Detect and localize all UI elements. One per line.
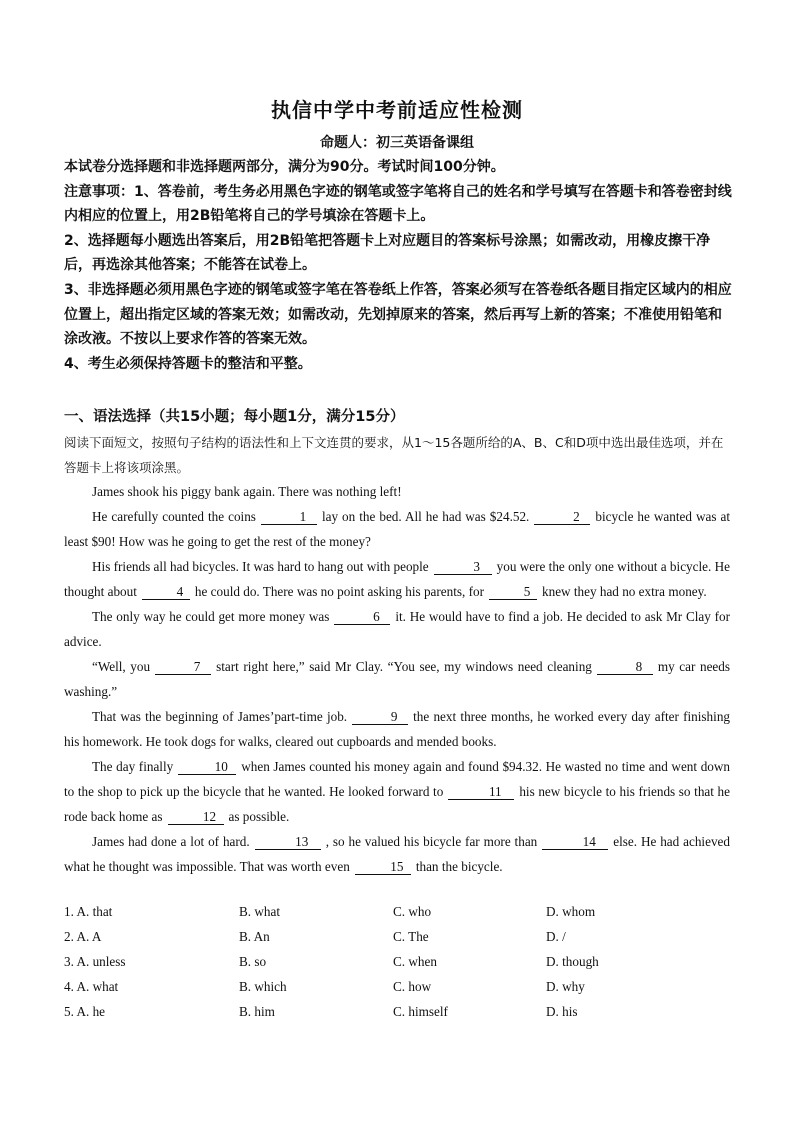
note-4: 4、考生必须保持答题卡的整洁和平整。 xyxy=(64,355,312,372)
section-title: 一、语法选择（共15小题；每小题1分，满分15分） xyxy=(64,409,405,425)
option-a: 1. A. that xyxy=(64,904,113,919)
note-paper-info: 本试卷分选择题和非选择题两部分，满分为90分。考试时间100分钟。 xyxy=(64,159,505,175)
exam-notes xyxy=(64,155,732,376)
passage-paragraph: “Well, you 7 start right here,” said Mr Clay. “You see, my windows need cleaning 8 my car needs washing.” xyxy=(64,659,730,699)
question-options-2 xyxy=(64,929,732,954)
answer-blank: 2 xyxy=(534,509,590,525)
question-options-1 xyxy=(64,904,732,929)
passage-paragraph: James had done a lot of hard. 13 , so he valued his bicycle far more than 14 else. He had achieved what he thought was impossible. That was worth even 15 than the bicycle. xyxy=(64,834,730,874)
option-d: D. whom xyxy=(546,904,596,919)
exam-title: 执信中学中考前适应性检测 xyxy=(271,98,523,122)
answer-blank: 4 xyxy=(142,584,190,600)
question-options-4 xyxy=(64,979,732,1004)
option-b: B. An xyxy=(239,929,270,944)
answer-blank: 13 xyxy=(255,834,321,850)
option-b: B. so xyxy=(239,954,267,969)
passage-paragraph: The day finally 10 when James counted his money again and found $94.32. He wasted no time and went down to the shop to pick up the bicycle that he wanted. He looked forward to 11 his new bicycle to his friends so that he rode back home as 12 as possible. xyxy=(64,759,731,824)
passage-paragraph: The only way he could get more money was 6 it. He would have to find a job. He decided to ask Mr Clay for advice. xyxy=(64,609,730,649)
answer-blank: 15 xyxy=(355,859,411,875)
answer-blank: 6 xyxy=(334,609,390,625)
passage-paragraph: James shook his piggy bank again. There was nothing left! xyxy=(92,484,402,499)
option-b: B. which xyxy=(239,979,287,994)
exam-setter: 命题人：初三英语备课组 xyxy=(320,135,474,151)
passage-paragraph: That was the beginning of James’part-time job. 9 the next three months, he worked every day after finishing his homework. He took dogs for walks, cleared out cupboards and mended books. xyxy=(64,709,731,749)
answer-blank: 11 xyxy=(448,784,514,800)
option-a: 5. A. he xyxy=(64,1004,106,1019)
option-a: 3. A. unless xyxy=(64,954,126,969)
note-3: 3、非选择题必须用黑色字迹的钢笔或签字笔在答卷纸上作答，答案必须写在答卷纸各题目指定区域内的相应位置上，超出指定区域的答案无效；如需改动，先划掉原来的答案，然后再写上新的答案；不准使用铅笔和涂改液。不按以上要求作答的答案无效。 xyxy=(64,281,732,348)
passage-paragraph: His friends all had bicycles. It was hard to hang out with people 3 you were the only one without a bicycle. He thought about 4 he could do. There was no point asking his parents, for 5 knew they had no extra money. xyxy=(64,559,730,599)
answer-blank: 5 xyxy=(489,584,537,600)
option-d: D. though xyxy=(546,954,599,969)
option-c: C. The xyxy=(393,929,429,944)
answer-blank: 8 xyxy=(597,659,653,675)
answer-blank: 3 xyxy=(434,559,492,575)
reading-passage xyxy=(64,479,730,879)
answer-blank: 14 xyxy=(542,834,608,850)
question-options-3 xyxy=(64,954,732,979)
option-d: D. / xyxy=(546,929,566,944)
option-a: 2. A. A xyxy=(64,929,102,944)
option-c: C. himself xyxy=(393,1004,448,1019)
answer-blank: 12 xyxy=(168,809,224,825)
option-c: C. when xyxy=(393,954,437,969)
question-options-5 xyxy=(64,1004,732,1029)
answer-blank: 9 xyxy=(352,709,408,725)
option-d: D. his xyxy=(546,1004,578,1019)
passage-paragraph: He carefully counted the coins 1 lay on the bed. All he had was $24.52. 2 bicycle he wanted was at least $90! How was he going to get the rest of the money? xyxy=(64,509,730,549)
answer-blank: 7 xyxy=(155,659,211,675)
option-c: C. who xyxy=(393,904,432,919)
option-d: D. why xyxy=(546,979,585,994)
answer-blank: 10 xyxy=(178,759,236,775)
option-b: B. what xyxy=(239,904,281,919)
section-instruction: 阅读下面短文，按照句子结构的语法性和上下文连贯的要求，从1～15各题所给的A、B、C和D项中选出最佳选项，并在答题卡上将该项涂黑。 xyxy=(64,435,724,475)
option-a: 4. A. what xyxy=(64,979,119,994)
note-1: 注意事项：1、答卷前，考生务必用黑色字迹的钢笔或签字笔将自己的姓名和学号填写在答题卡和答卷密封线内相应的位置上，用2B铅笔将自己的学号填涂在答题卡上。 xyxy=(64,183,732,225)
option-b: B. him xyxy=(239,1004,275,1019)
option-c: C. how xyxy=(393,979,432,994)
answer-options xyxy=(64,904,732,1029)
note-2: 2、选择题每小题选出答案后，用2B铅笔把答题卡上对应题目的答案标号涂黑；如需改动，用橡皮擦干净后，再选涂其他答案；不能答在试卷上。 xyxy=(64,232,711,274)
answer-blank: 1 xyxy=(261,509,317,525)
